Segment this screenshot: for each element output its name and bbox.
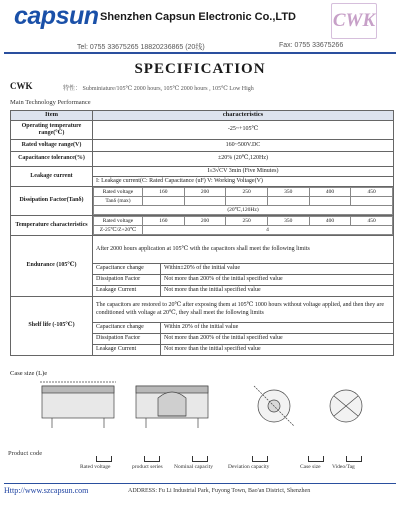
endurance-item: Capacitance change xyxy=(93,264,161,275)
df-label: Dissipation Factor(Tanδ) xyxy=(11,187,93,216)
endurance-label: Endurance (105℃) xyxy=(11,236,93,297)
temp-ratio-label: Z-25℃/Z+20℃ xyxy=(94,226,143,235)
df-voltage: 450 xyxy=(351,188,393,197)
df-tan-value xyxy=(143,197,185,206)
endurance-item: Dissipation Factor xyxy=(93,275,161,286)
page-title: SPECIFICATION xyxy=(134,61,266,77)
fax: Fax: 0755 33675266 xyxy=(279,42,344,49)
shelf-criterion: Not more than 200% of the initial specified value xyxy=(161,334,394,345)
rated-voltage-label: Rated voltage range(V) xyxy=(11,140,93,152)
telephone: Tel: 0755 33675265 18820236865 (20线) xyxy=(77,44,205,51)
op-temp-value: -25~+105℃ xyxy=(93,121,394,140)
df-tan-value xyxy=(351,197,393,206)
shelf-criterion: Not more than the initial specified value xyxy=(161,345,394,356)
address: ADDRESS: Fu Li Industrial Park, Fuyong Town, Bao'an District, Shenzhen xyxy=(128,488,311,494)
series-logo: CWK xyxy=(331,3,377,39)
code-box xyxy=(192,456,208,462)
temp-subtable xyxy=(93,216,393,235)
df-note: (20℃,120Hz) xyxy=(94,206,393,215)
header-rule xyxy=(4,52,396,54)
shelf-item: Dissipation Factor xyxy=(93,334,161,345)
df-tan-value xyxy=(309,197,351,206)
leakage-description: I: Leakage current(C: Rated Capacitance (uF) V: Working Voltage(V) xyxy=(93,177,394,187)
product-code-label: Product code xyxy=(8,450,43,457)
code-box xyxy=(308,456,324,462)
rated-voltage-value: 160~500V.DC xyxy=(93,140,394,152)
shelf-item: Leakage Current xyxy=(93,345,161,356)
temp-voltage: 400 xyxy=(309,217,351,226)
code-box xyxy=(252,456,268,462)
temp-char-label: Temperature characteristics xyxy=(11,216,93,236)
df-voltage: 400 xyxy=(309,188,351,197)
df-voltage: 160 xyxy=(143,188,185,197)
footer-rule xyxy=(4,483,396,484)
model-code: CWK xyxy=(10,81,33,91)
case-size-label: Case size (L)e xyxy=(10,370,48,377)
endurance-criterion: Not more than 200% of the initial specified value xyxy=(161,275,394,286)
code-caption: Nominal capacity xyxy=(174,464,213,470)
capsun-logo: capsun xyxy=(14,2,99,30)
cap-tolerance-value: ±20% (20℃,120Hz) xyxy=(93,152,394,167)
df-tan-label: Tanδ (max) xyxy=(94,197,143,206)
df-voltage: 200 xyxy=(184,188,226,197)
df-tan-value xyxy=(267,197,309,206)
code-caption: Case size xyxy=(300,464,321,470)
company-name: Shenzhen Capsun Electronic Co.,LTD xyxy=(100,11,296,23)
code-caption: product series xyxy=(132,464,163,470)
leakage-label: Leakage current xyxy=(11,167,93,187)
leakage-formula: I≤3√CV 3min (Five Minutes) xyxy=(93,167,394,177)
code-box xyxy=(144,456,160,462)
df-subtable xyxy=(93,187,393,215)
temp-voltage: 350 xyxy=(267,217,309,226)
df-tan-value xyxy=(226,197,268,206)
code-caption: Video/Tag xyxy=(332,464,355,470)
temp-voltage: 160 xyxy=(143,217,185,226)
code-caption: Deviation capacity xyxy=(228,464,270,470)
op-temp-label: Operating temperature range(℃) xyxy=(11,121,93,140)
df-voltage: 250 xyxy=(226,188,268,197)
code-box xyxy=(346,456,362,462)
capacitor-bottom-view xyxy=(330,390,362,422)
endurance-item: Leakage Current xyxy=(93,286,161,297)
df-voltage: 350 xyxy=(267,188,309,197)
capacitor-side-view-1 xyxy=(40,382,116,428)
temp-voltage: 450 xyxy=(351,217,393,226)
capacitor-top-view xyxy=(254,386,294,426)
df-row-label: Rated voltage xyxy=(94,188,143,197)
temp-row-label: Rated voltage xyxy=(94,217,143,226)
specification-table xyxy=(10,110,394,356)
temp-voltage: 200 xyxy=(184,217,226,226)
table-header-characteristics: characteristics xyxy=(93,111,394,121)
cap-tolerance-label: Capacitance tolerance(%) xyxy=(11,152,93,167)
case-dimension-drawings xyxy=(40,378,400,434)
shelf-life-text: The capacitors are restored to 20℃ after exposing them at 105℃ 1000 hours without voltage applied, and then they are conditioned with voltage at 20℃, they shall meet the following limits xyxy=(93,297,394,323)
shelf-criterion: Within 20% of the initial value xyxy=(161,323,394,334)
code-caption: Rated voltage xyxy=(80,464,111,470)
df-tan-value xyxy=(184,197,226,206)
temp-voltage: 250 xyxy=(226,217,268,226)
capacitor-snap-in-view xyxy=(158,392,186,416)
shelf-life-label: Shelf life (-105℃) xyxy=(11,297,93,356)
website-link[interactable]: Http://www.szcapsun.com xyxy=(4,486,89,495)
main-performance-label: Main Technology Performance xyxy=(10,99,91,106)
endurance-criterion: Not more than the initial specified value xyxy=(161,286,394,297)
endurance-criterion: Within±20% of the initial value xyxy=(161,264,394,275)
code-box xyxy=(96,456,112,462)
table-header-item: Item xyxy=(11,111,93,121)
endurance-text: After 2000 hours application at 105℃ with the capacitors shall meet the following limits xyxy=(93,236,394,264)
shelf-item: Capacitance change xyxy=(93,323,161,334)
temp-ratio-value: 4 xyxy=(143,226,393,235)
series-description: 特性： Subminiature/105℃ 2000 hours, 105℃ 2000 hours , 105℃ Low High xyxy=(63,86,254,92)
